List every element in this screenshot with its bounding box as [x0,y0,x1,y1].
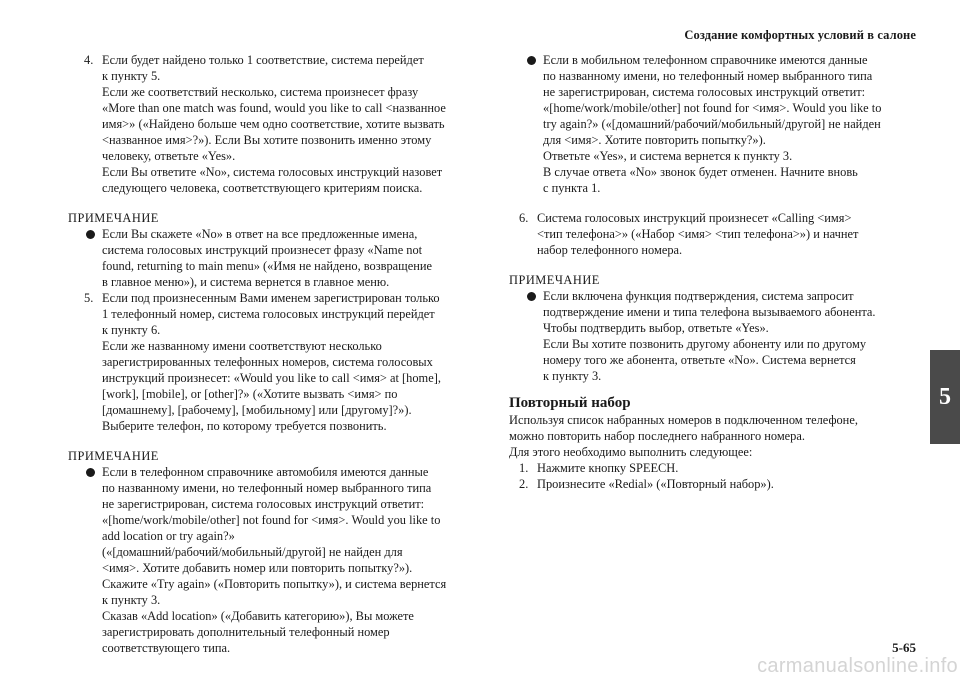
note-mobile-line: «[home/work/mobile/other] not found for <имя>. Would you like to [543,101,882,115]
step-5 [68,290,488,434]
step-5-line: [домашнему], [рабочему], [мобильному] или [другому]?»). [102,403,412,417]
note-2-line: зарегистрировать дополнительный телефонный номер [102,625,390,639]
left-column [68,52,488,656]
note-3-line: к пункту 3. [543,369,602,383]
step-6-line: набор телефонного номера. [537,243,683,257]
bullet-dot-icon [86,468,95,477]
note-mobile-line: В случае ответа «No» звонок будет отменен. Начните вновь [543,165,858,179]
redial-step-1 [509,460,919,476]
step-6 [509,210,919,258]
step-5-line: инструкций произнесет: «Would you like to call <имя> at [home], [102,371,441,385]
step-4-line: Если Вы ответите «No», система голосовых инструкций назовет [102,165,443,179]
redial-step-2 [509,476,919,492]
note-mobile-bullet [509,52,919,196]
note-1-line: в главное меню»), и система вернется в главное меню. [102,275,390,289]
step-5-line: зарегистрированных телефонных номеров, система голосовых [102,355,433,369]
note-title: ПРИМЕЧАНИЕ [68,211,159,225]
step-4-line: человеку, ответьте «Yes». [102,149,236,163]
note-3-line: Чтобы подтвердить выбор, ответьте «Yes». [543,321,769,335]
step-4-line: «More than one match was found, would you like to call <названное [102,101,446,115]
step-6-line: Система голосовых инструкций произнесет «Calling <имя> [537,211,852,225]
step-5-line: Если под произнесенным Вами именем зарегистрирован только [102,291,440,305]
note-1-line: Если Вы скажете «No» в ответ на все предложенные имена, [102,227,418,241]
spacer [509,196,919,210]
redial-step-number: 1. [519,461,529,475]
note-2-line: Сказав «Add location» («Добавить категорию»), Вы можете [102,609,414,623]
redial-step-number: 2. [519,477,529,491]
note-mobile-line: по названному имени, но телефонный номер выбранного типа [543,69,873,83]
note-3-line: Если Вы хотите позвонить другому абоненту или по другому [543,337,867,351]
step-5-number: 5. [84,291,94,305]
note-3-line: номеру того же абонента, ответьте «No». Система вернется [543,353,856,367]
page-number: 5-65 [892,640,916,655]
note-1-line: found, returning to main menu» («Имя не найдено, возвращение [102,259,432,273]
step-5-line: [work], [mobile], or [other]?» («Хотите вызвать <имя> по [102,387,398,401]
note-3-bullet [509,288,919,384]
chapter-tab: 5 [930,350,960,444]
note-2-line: <имя>. Хотите добавить номер или повторить попытку?»). [102,561,413,575]
note-2-bullet [68,464,488,656]
section-title-redial: Повторный набор [509,395,631,411]
note-3-line: Если включена функция подтверждения, система запросит [543,289,854,303]
step-6-number: 6. [519,211,529,225]
note-2-line: по названному имени, но телефонный номер выбранного типа [102,481,432,495]
note-1-bullet [68,226,488,290]
note-2-line: соответствующего типа. [102,641,231,655]
note-2-line: к пункту 3. [102,593,161,607]
note-2-line: («[домашний/рабочий/мобильный/другой] не найден для [102,545,403,559]
redial-step-text: Произнесите «Redial» («Повторный набор»). [537,477,774,491]
step-5-line: 1 телефонный номер, система голосовых инструкций перейдет [102,307,435,321]
step-5-line: Если же названному имени соответствуют несколько [102,339,382,353]
step-5-line: Выберите телефон, по которому требуется позвонить. [102,419,387,433]
note-mobile-line: с пункта 1. [543,181,601,195]
note-mobile-line: для <имя>. Хотите повторить попытку?»). [543,133,766,147]
step-4-line: Если же соответствий несколько, система произнесет фразу [102,85,419,99]
note-2-line: «[home/work/mobile/other] not found for <имя>. Would you like to [102,513,441,527]
note-mobile-line: не зарегистрирован, система голосовых инструкций ответит: [543,85,866,99]
step-4-line: имя>» («Найдено больше чем одно соответствие, хотите вызвать [102,117,445,131]
bullet-dot-icon [86,230,95,239]
right-column [509,52,919,492]
note-1-line: система голосовых инструкций произнесет фразу «Name not [102,243,423,257]
watermark: carmanualsonline.info [757,655,958,677]
note-mobile-line: Если в мобильном телефонном справочнике имеются данные [543,53,868,67]
redial-intro-line: Используя список набранных номеров в подключенном телефоне, [509,413,858,427]
note-2-line: add location or try again?» [102,529,235,543]
note-title: ПРИМЕЧАНИЕ [68,449,159,463]
step-4-number: 4. [84,53,94,67]
note-mobile-line: Ответьте «Yes», и система вернется к пункту 3. [543,149,793,163]
note-2-line: Если в телефонном справочнике автомобиля имеются данные [102,465,429,479]
note-title: ПРИМЕЧАНИЕ [509,273,600,287]
note-2-line: не зарегистрирован, система голосовых инструкций ответит: [102,497,425,511]
step-4-line: <названное имя>?»). Если Вы хотите позвонить именно этому [102,133,432,147]
step-4 [68,52,488,196]
note-mobile-line: try again?» («[домашний/рабочий/мобильный/другой] не найден [543,117,881,131]
step-5-line: к пункту 6. [102,323,161,337]
bullet-dot-icon [527,292,536,301]
note-2-line: Скажите «Try again» («Повторить попытку»), и система вернется [102,577,447,591]
step-4-line: Если будет найдено только 1 соответствие, система перейдет [102,53,424,67]
redial-intro-line: можно повторить набор последнего набранного номера. [509,429,805,443]
step-6-line: <тип телефона>» («Набор <имя> <тип телефона>») и начнет [537,227,859,241]
page-header-title: Создание комфортных условий в салоне [684,28,916,42]
step-4-line: следующего человека, соответствующего критериям поиска. [102,181,423,195]
redial-intro-line: Для этого необходимо выполнить следующее: [509,445,753,459]
bullet-dot-icon [527,56,536,65]
step-4-line: к пункту 5. [102,69,161,83]
redial-step-text: Нажмите кнопку SPEECH. [537,461,679,475]
note-3-line: подтверждение имени и типа телефона вызываемого абонента. [543,305,876,319]
redial-intro [509,412,919,460]
